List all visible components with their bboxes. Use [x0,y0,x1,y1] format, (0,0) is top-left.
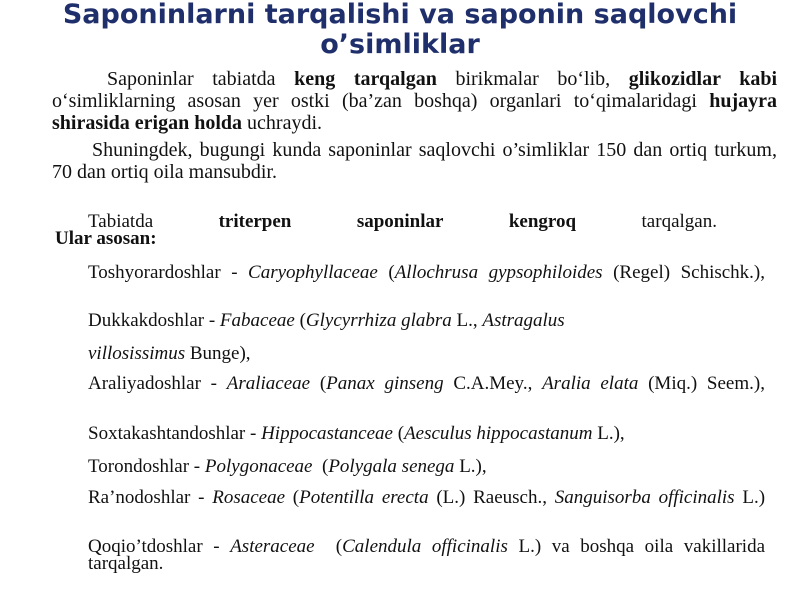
family-text: ( [294,310,306,331]
text-word: tarqalgan. [641,211,717,232]
species-author: (Miq.) Seem.), [638,373,765,394]
family-item-caryophyllaceae [55,264,765,281]
family-latin: Rosaceae [212,487,286,508]
family-name: Toshyorardoshlar - [88,262,249,283]
intro-paragraph-1 [52,68,777,134]
title-line-1: Saponinlarni tarqalishi va saponin saqlovchi [62,0,738,30]
family-latin: Caryophyllaceae [248,262,378,283]
title-line-2: o’simliklar [320,29,480,60]
family-name: Araliyadoshlar - [88,373,227,394]
family-name: Ra’nodoshlar - [88,487,213,508]
species-author: (Regel) Schischk.), [602,262,765,283]
text-bold-word: saponinlar [356,211,444,232]
family-line [55,264,765,281]
species-latin: Allochrusa gypsophiloides [394,262,603,283]
family-text: ( [377,262,395,283]
triterpen-line [55,213,765,230]
text-bold-label: Ular asosan: [55,228,157,249]
family-latin: Hippocastanceae [261,423,393,444]
family-latin: Asteraceae [230,536,315,557]
species-latin: Astragalus [482,310,565,331]
text-bold-word: triterpen [218,211,292,232]
family-latin: Araliaceae [226,373,311,394]
species-latin: Aesculus hippocastanum [404,423,593,444]
family-line [55,375,765,392]
family-name: Dukkakdoshlar - [88,310,220,331]
species-author: Bunge), [185,343,251,364]
family-item-fabaceae [88,311,565,331]
family-text: ( [310,373,327,394]
family-text: ( [312,456,329,477]
family-text: ( [314,536,343,557]
species-author: (L.) Raeusch., [428,487,555,508]
text-word: Tabiatda [88,211,154,232]
intro-text: o‘simliklarning asosan yer ostki (ba’zan boshqa) organlari to‘qimalaridagi [52,90,710,112]
family-line [55,489,765,506]
intro-bold: hujayra shirasida erigan holda [52,90,777,134]
species-latin: Glycyrrhiza glabra [305,310,452,331]
family-item-polygonaceae [88,457,487,477]
family-item-araliaceae [55,375,765,392]
intro-text: Saponinlar tabiatda [107,68,295,90]
species-latin: Potentilla erecta [299,487,429,508]
intro-paragraph-2: Shuningdek, bugungi kunda saponinlar saqlovchi o’simliklar 150 dan ortiq turkum, 70 dan ortiq oila mansubdir. [52,139,777,183]
species-latin: Sanguisorba officinalis [554,487,735,508]
family-text: ( [392,423,405,444]
intro-text: birikmalar bo‘lib, [436,68,629,90]
species-latin: Aralia elata [542,373,639,394]
intro-text: uchraydi. [242,112,323,134]
species-author: L., [451,310,483,331]
species-latin: Calendula officinalis [342,536,508,557]
text-bold-word: kengroq [508,211,577,232]
family-text: ( [285,487,300,508]
page-title [0,0,800,60]
species-author: L.), [592,423,625,444]
species-author: L.), [454,456,487,477]
family-item-hippocastanaceae [88,424,625,444]
intro-bold: keng tarqalgan [294,68,437,90]
family-name: Torondoshlar - [88,456,205,477]
family-latin: Polygonaceae [204,456,313,477]
family-item-asteraceae [55,538,765,572]
family-item-rosaceae [55,489,765,506]
species-latin: Polygala senega [328,456,455,477]
family-name: Soxtakashtandoshlar - [88,423,262,444]
species-author: L.) [734,487,766,508]
triterpen-paragraph [55,213,765,249]
species-latin: villosissimus [88,343,186,364]
species-author: C.A.Mey., [443,373,543,394]
intro-bold: glikozidlar kabi [628,68,778,90]
family-line [55,538,765,572]
family-item-fabaceae-cont [88,344,251,364]
species-latin: Panax ginseng [326,373,444,394]
family-latin: Fabaceae [219,310,295,331]
family-name: Qoqio’tdoshlar - [88,536,231,557]
species-author: L.) va boshqa oila vakillarida tarqalgan. [88,536,766,574]
